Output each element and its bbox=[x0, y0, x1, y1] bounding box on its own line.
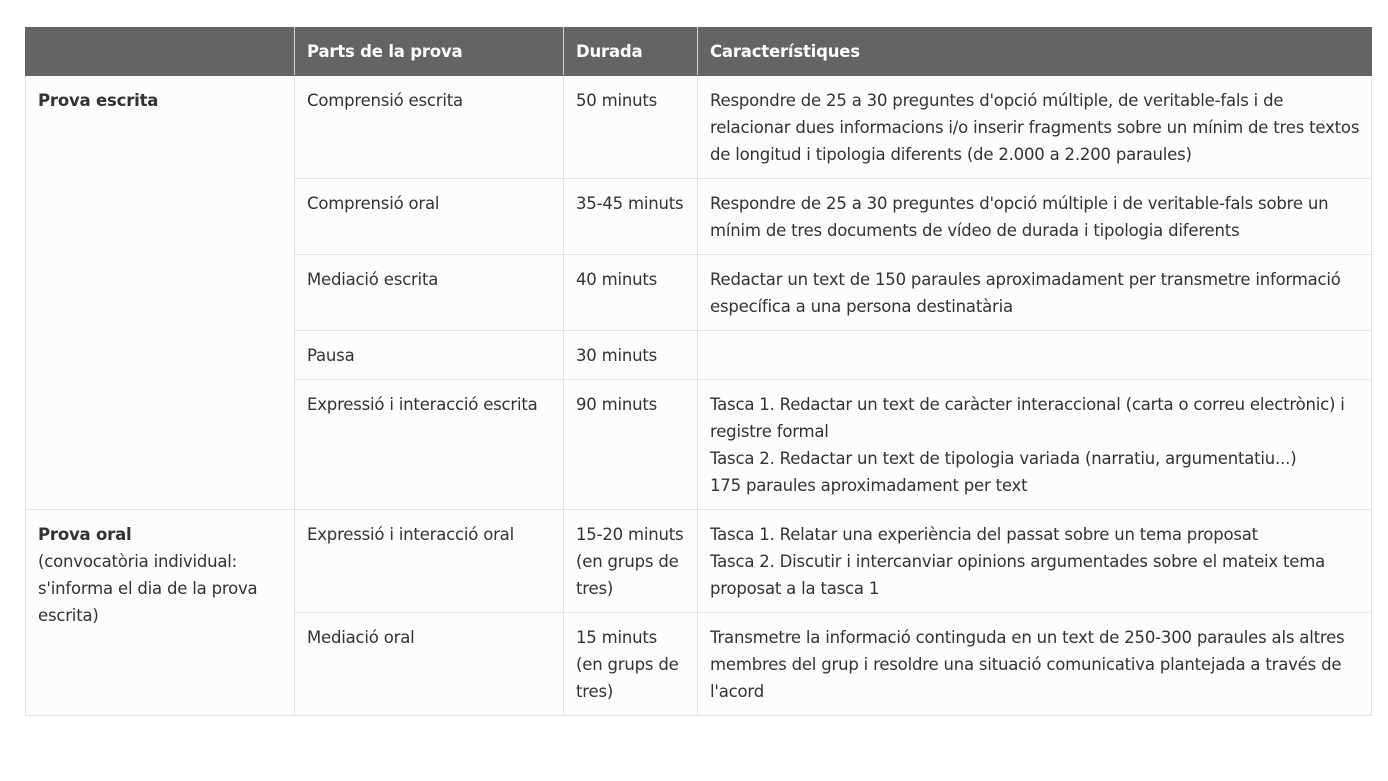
table-row bbox=[26, 76, 1372, 179]
duration-cell: 15-20 minuts (en grups de tres) bbox=[564, 510, 698, 613]
details-cell bbox=[698, 76, 1372, 179]
details-line: Tasca 2. Discutir i intercanviar opinions argumentades sobre el mateix tema proposat a la tasca 1 bbox=[710, 552, 1326, 598]
section-cell-oral bbox=[26, 510, 295, 716]
part-cell: Mediació escrita bbox=[295, 255, 564, 331]
table-header-row bbox=[26, 28, 1372, 76]
part-cell: Comprensió escrita bbox=[295, 76, 564, 179]
details-line: Respondre de 25 a 30 preguntes d'opció múltiple, de veritable-fals i de relacionar dues informacions i/o inserir fragments sobre un mínim de tres textos de longitud i tipologia diferents (de 2.000 a 2.200 paraules) bbox=[710, 91, 1360, 164]
details-line: Tasca 1. Relatar una experiència del passat sobre un tema proposat bbox=[710, 525, 1258, 544]
details-cell bbox=[698, 613, 1372, 716]
header-duration: Durada bbox=[564, 28, 698, 76]
details-cell bbox=[698, 510, 1372, 613]
exam-structure-table-wrapper bbox=[25, 27, 1371, 716]
details-line: 175 paraules aproximadament per text bbox=[710, 476, 1028, 495]
details-cell bbox=[698, 331, 1372, 380]
section-title: Prova oral bbox=[38, 525, 132, 544]
section-title: Prova escrita bbox=[38, 91, 159, 110]
duration-cell: 40 minuts bbox=[564, 255, 698, 331]
details-line: Tasca 2. Redactar un text de tipologia variada (narratiu, argumentatiu...) bbox=[710, 449, 1297, 468]
section-cell-written bbox=[26, 76, 295, 510]
duration-cell: 30 minuts bbox=[564, 331, 698, 380]
part-cell: Expressió i interacció escrita bbox=[295, 380, 564, 510]
duration-cell: 50 minuts bbox=[564, 76, 698, 179]
section-note: (convocatòria individual: s'informa el dia de la prova escrita) bbox=[38, 552, 258, 625]
table-row bbox=[26, 510, 1372, 613]
header-parts: Parts de la prova bbox=[295, 28, 564, 76]
duration-cell: 90 minuts bbox=[564, 380, 698, 510]
details-cell bbox=[698, 380, 1372, 510]
exam-structure-table bbox=[25, 27, 1372, 716]
details-cell bbox=[698, 255, 1372, 331]
header-section bbox=[26, 28, 295, 76]
details-line: Tasca 1. Redactar un text de caràcter interaccional (carta o correu electrònic) i registre formal bbox=[710, 395, 1345, 441]
details-line: Redactar un text de 150 paraules aproximadament per transmetre informació específica a una persona destinatària bbox=[710, 270, 1341, 316]
details-cell bbox=[698, 179, 1372, 255]
part-cell: Comprensió oral bbox=[295, 179, 564, 255]
duration-cell: 35-45 minuts bbox=[564, 179, 698, 255]
duration-cell: 15 minuts (en grups de tres) bbox=[564, 613, 698, 716]
header-characteristics: Característiques bbox=[698, 28, 1372, 76]
part-cell: Pausa bbox=[295, 331, 564, 380]
part-cell: Expressió i interacció oral bbox=[295, 510, 564, 613]
details-line: Transmetre la informació continguda en un text de 250-300 paraules als altres membres del grup i resoldre una situació comunicativa plantejada a través de l'acord bbox=[710, 628, 1345, 701]
part-cell: Mediació oral bbox=[295, 613, 564, 716]
details-line: Respondre de 25 a 30 preguntes d'opció múltiple i de veritable-fals sobre un mínim de tres documents de vídeo de durada i tipologia diferents bbox=[710, 194, 1329, 240]
